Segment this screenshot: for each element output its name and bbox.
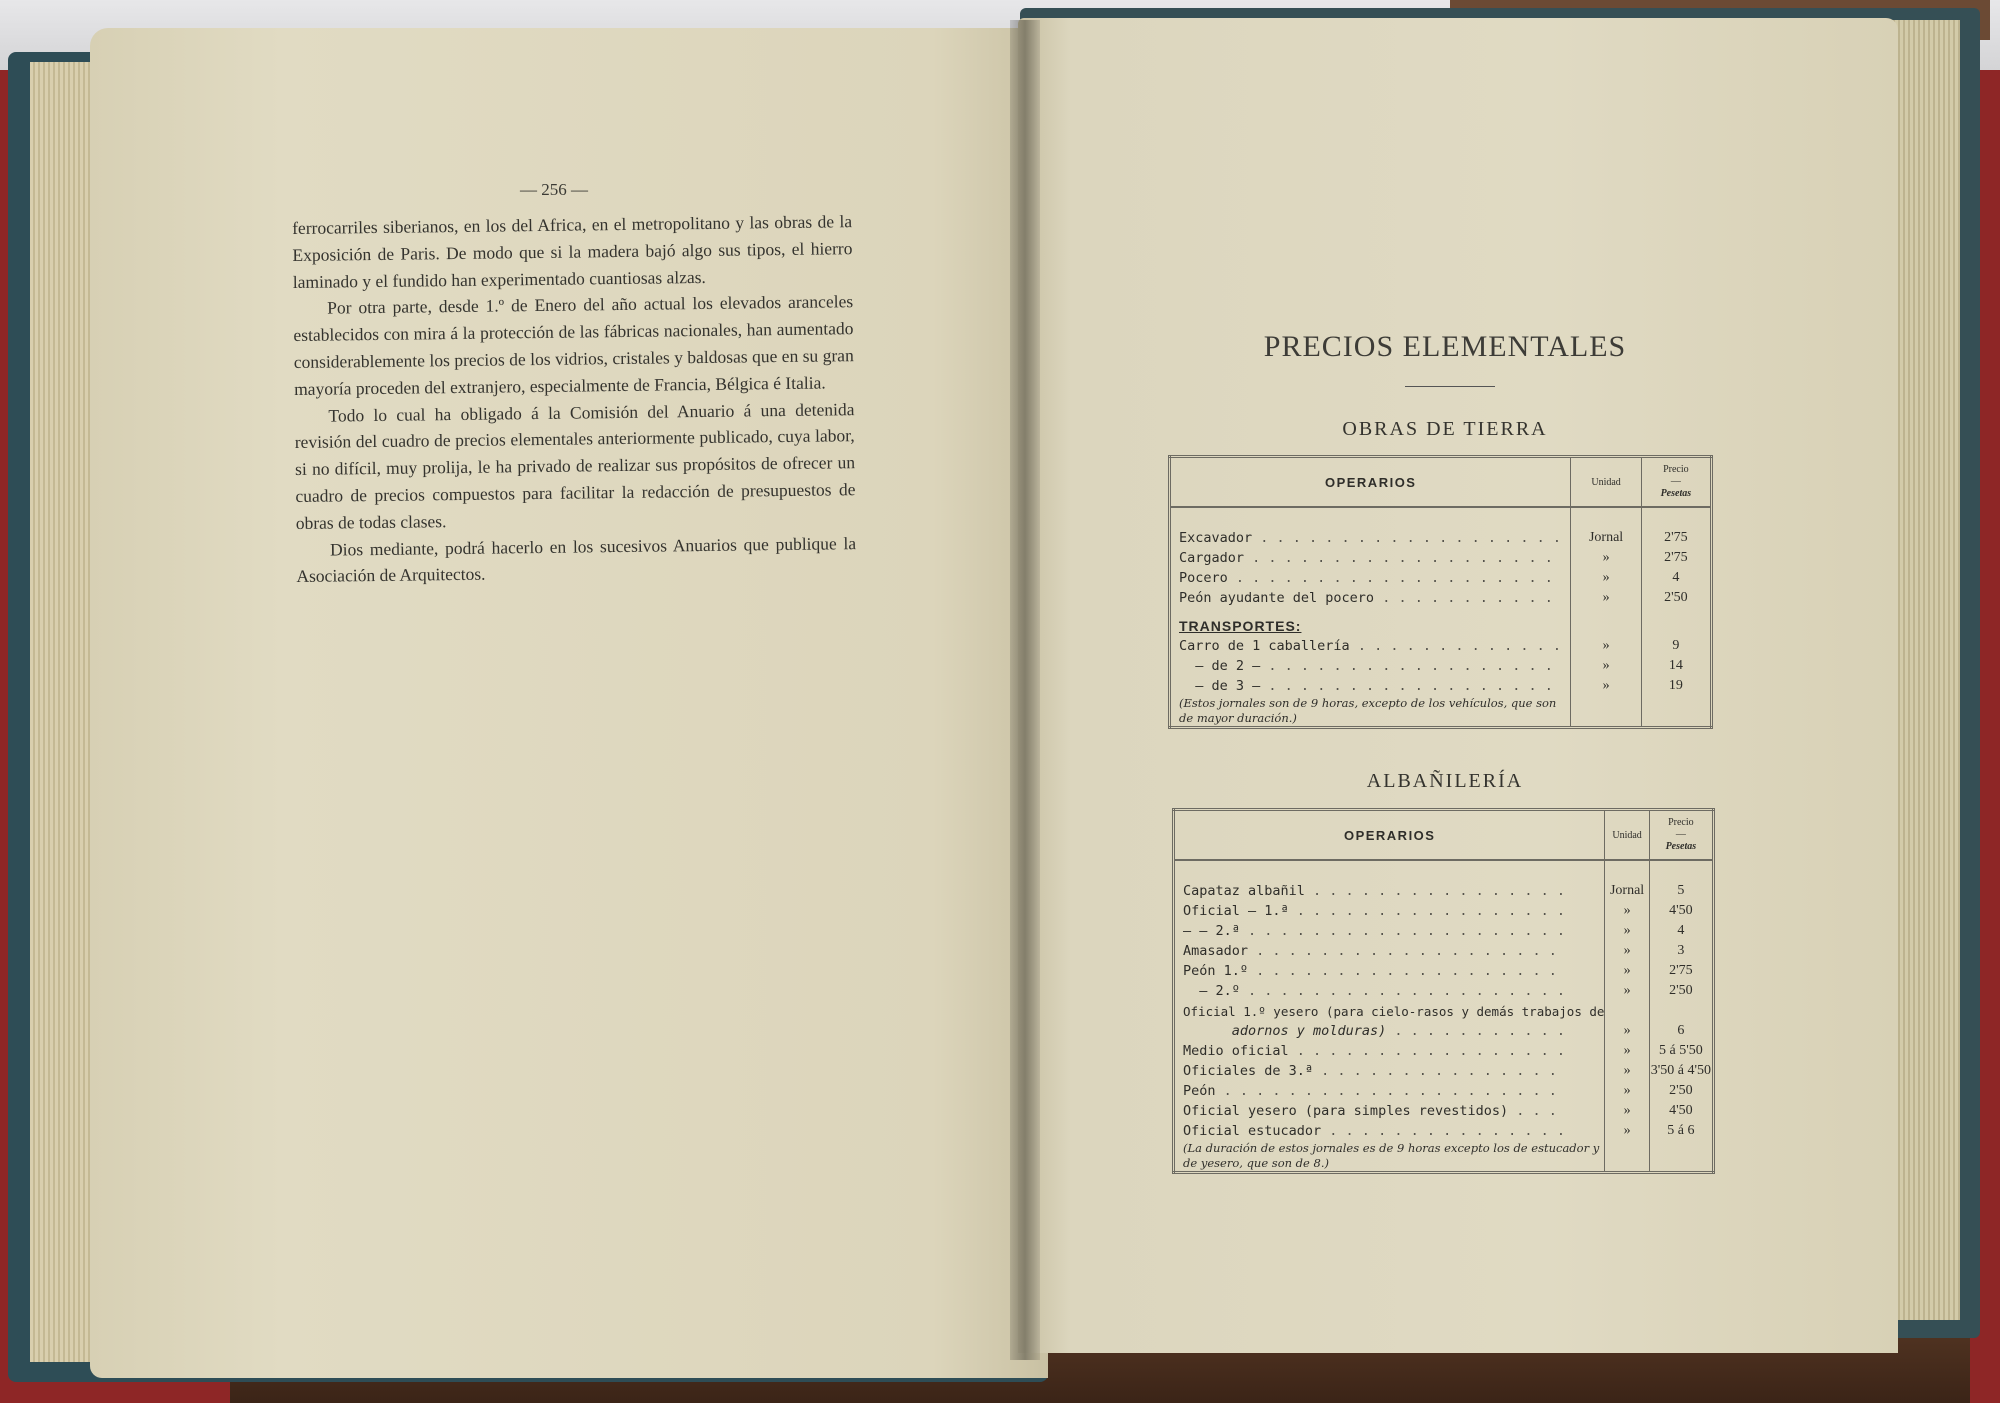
table-row: Peón 1.º . . . » 2'75 <box>1174 961 1714 981</box>
page-title: PRECIOS ELEMENTALES <box>1263 330 1627 363</box>
column-header-precio: Precio — Pesetas <box>1649 810 1713 861</box>
table-row: Amasador . . . » 3 <box>1174 941 1714 961</box>
column-header-operarios: OPERARIOS <box>1170 457 1571 508</box>
paragraph: Por otra parte, desde 1.º de Enero del año actual los elevados aranceles establecidos con mira á la protección de las fábricas nacionales, han aumentado considerablemente los precios de los vidrios, cristales y baldosas que en su gran mayoría proceden del extranjero, especialmente de Francia, Bélgica é Italia. <box>293 291 854 399</box>
table-row: adornos y molduras) . . . » 6 <box>1174 1021 1714 1041</box>
paragraph: Todo lo cual ha obligado á la Comisión del Anuario á una detenida revisión del cuadro de precios elementales anteriormente publicado, cuya labor, si no difícil, muy prolija, le ha privado de realizar sus propósitos de ofrecer un cuadro de precios compuestos para facilitar la redacción de presupuestos de obras de todas clases. <box>294 398 856 533</box>
table-row: Pocero . . . » 4 <box>1170 568 1712 588</box>
column-header-operarios: OPERARIOS <box>1174 810 1605 861</box>
section-title-tierra: OBRAS DE TIERRA <box>1342 418 1548 440</box>
table-row: — — 2.ª . . . » 4 <box>1174 921 1714 941</box>
table-note: (Estos jornales son de 9 horas, excepto de los vehículos, que son de mayor duración.) <box>1170 696 1712 728</box>
table-row: Peón . . . » 2'50 <box>1174 1081 1714 1101</box>
table-row: Oficial yesero (para simples revestidos) . . . » 4'50 <box>1174 1101 1714 1121</box>
price-table-tierra <box>1168 455 1713 729</box>
table-row: Carro de 1 caballería . . . » 9 <box>1170 636 1712 656</box>
paragraph: ferrocarriles siberianos, en los del Africa, en el metropolitano y las obras de la Exposición de Paris. De modo que si la madera bajó algo sus tipos, el hierro laminado y el fundido han experimentado cuantiosas alzas. <box>292 211 853 292</box>
column-header-unidad: Unidad <box>1605 810 1649 861</box>
table-row: — 2.º . . . » 2'50 <box>1174 981 1714 1001</box>
page-number: — 256 — <box>520 180 588 199</box>
table-row: Oficial estucador . . . » 5 á 6 <box>1174 1121 1714 1141</box>
column-header-precio: Precio — Pesetas <box>1641 457 1711 508</box>
column-header-unidad: Unidad <box>1571 457 1641 508</box>
table-row: Cargador . . . » 2'75 <box>1170 548 1712 568</box>
table-row: — de 2 — . . . » 14 <box>1170 656 1712 676</box>
price-table-albanileria <box>1172 808 1715 1174</box>
table-row: Oficial 1.º yesero (para cielo-rasos y demás trabajos de <box>1174 1001 1714 1021</box>
table-row: Medio oficial . . . » 5 á 5'50 <box>1174 1041 1714 1061</box>
table-row: Oficial — 1.ª . . . » 4'50 <box>1174 901 1714 921</box>
table-row: — de 3 — . . . » 19 <box>1170 676 1712 696</box>
table-row: Peón ayudante del pocero . . . » 2'50 <box>1170 588 1712 608</box>
book-gutter <box>1010 20 1040 1360</box>
table-row: Capataz albañil . . . Jornal 5 <box>1174 881 1714 901</box>
body-text <box>292 208 857 590</box>
table-row: Excavador . . . Jornal 2'75 <box>1170 528 1712 548</box>
section-title-albanileria: ALBAÑILERÍA <box>1366 770 1524 792</box>
table-row: Oficiales de 3.ª . . . » 3'50 á 4'50 <box>1174 1061 1714 1081</box>
title-rule <box>1405 386 1495 387</box>
paragraph: Dios mediante, podrá hacerlo en los sucesivos Anuarios que publique la Asociación de Arquitectos. <box>296 532 857 587</box>
table-note: (La duración de estos jornales es de 9 horas excepto los de estucador y de yesero, que son de 8.) <box>1174 1141 1714 1173</box>
table-subheading: TRANSPORTES: <box>1170 608 1712 636</box>
